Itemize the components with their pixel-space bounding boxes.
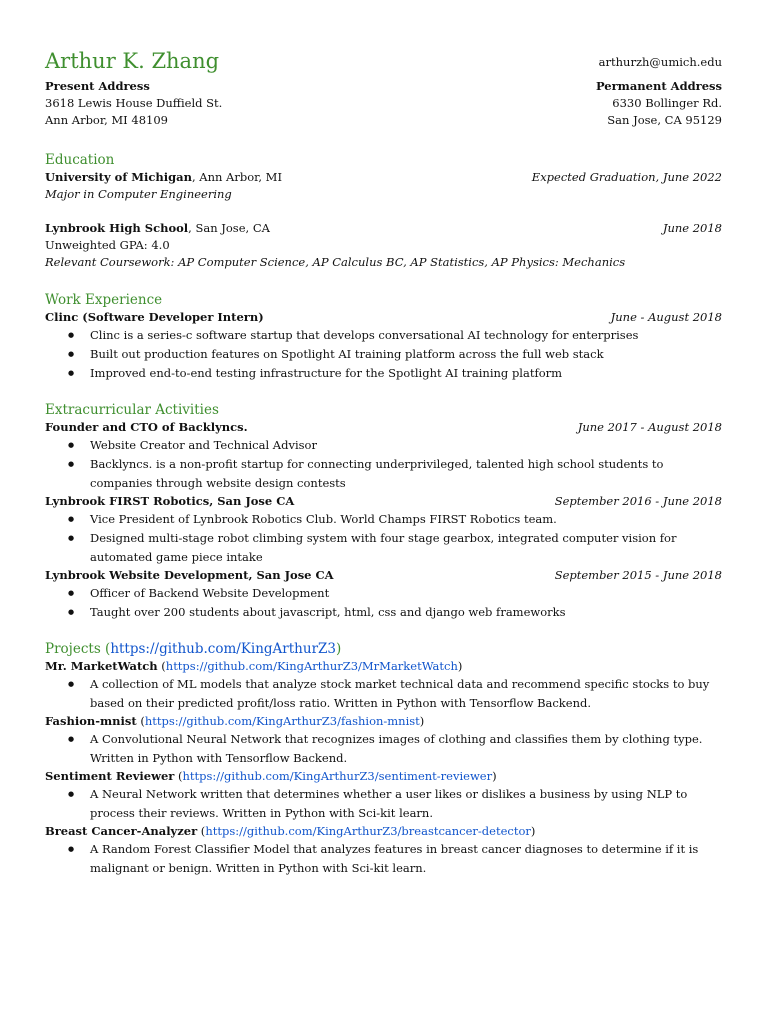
umich-school: University of Michigan bbox=[45, 170, 192, 184]
paren: ) bbox=[492, 769, 497, 783]
work-row bbox=[45, 309, 722, 326]
hs-location: , San Jose, CA bbox=[188, 221, 270, 235]
project-bullets bbox=[45, 840, 722, 878]
permanent-address-line2: San Jose, CA 95129 bbox=[607, 113, 722, 127]
project-bullets bbox=[45, 730, 722, 768]
list-item: ● Vice President of Lynbrook Robotics Club. World Champs FIRST Robotics team. bbox=[45, 510, 722, 529]
project-row bbox=[45, 713, 722, 730]
resume-page bbox=[45, 48, 722, 878]
activity-role: Founder and CTO of Backlyncs. bbox=[45, 420, 248, 434]
paren: ( bbox=[197, 824, 206, 838]
project-name: Sentiment Reviewer bbox=[45, 769, 175, 783]
education-umich-row bbox=[45, 169, 722, 186]
activity-bullets bbox=[45, 510, 722, 567]
project-link[interactable]: https://github.com/KingArthurZ3/fashion-mnist bbox=[144, 714, 420, 728]
present-address-line2: Ann Arbor, MI 48109 bbox=[45, 113, 168, 127]
project-link[interactable]: https://github.com/KingArthurZ3/MrMarketWatch bbox=[165, 659, 458, 673]
project-name: Mr. MarketWatch bbox=[45, 659, 158, 673]
permanent-address bbox=[596, 78, 722, 129]
project-link[interactable]: https://github.com/KingArthurZ3/sentiment-reviewer bbox=[182, 769, 493, 783]
paren: ) bbox=[457, 659, 463, 673]
activity-date: September 2015 - June 2018 bbox=[554, 568, 722, 582]
umich-date: Expected Graduation, June 2022 bbox=[531, 170, 722, 184]
education-heading: Education bbox=[45, 152, 115, 168]
project-link[interactable]: https://github.com/KingArthurZ3/breastcancer-detector bbox=[205, 824, 531, 838]
activity-role: Lynbrook Website Development, San Jose CA bbox=[45, 568, 334, 582]
work-date: June - August 2018 bbox=[610, 310, 722, 324]
projects-title-close: ) bbox=[336, 641, 342, 657]
list-item: ● Improved end-to-end testing infrastructure for the Spotlight AI training platform bbox=[45, 364, 722, 383]
activity-row bbox=[45, 567, 722, 584]
work-heading: Work Experience bbox=[45, 292, 163, 308]
activity-date: September 2016 - June 2018 bbox=[554, 494, 722, 508]
activity-bullets bbox=[45, 436, 722, 493]
email-address[interactable]: arthurzh@umich.edu bbox=[598, 55, 722, 69]
activity-role: Lynbrook FIRST Robotics, San Jose CA bbox=[45, 494, 295, 508]
activity-date: June 2017 - August 2018 bbox=[577, 420, 722, 434]
list-item: ● Clinc is a series-c software startup that develops conversational AI technology for enterprises bbox=[45, 326, 722, 345]
paren: ( bbox=[174, 769, 183, 783]
hs-school: Lynbrook High School bbox=[45, 221, 189, 235]
list-item: ● A Random Forest Classifier Model that analyzes features in breast cancer diagnoses to determine if it is malignant or benign. Written in Python with Sci-kit learn. bbox=[45, 840, 722, 878]
present-address-label: Present Address bbox=[45, 79, 150, 93]
paren: ( bbox=[136, 714, 145, 728]
list-item: ● Built out production features on Spotlight AI training platform across the full web stack bbox=[45, 345, 722, 364]
list-item: ● Officer of Backend Website Development bbox=[45, 584, 722, 603]
education-hs-row bbox=[45, 220, 722, 237]
project-name: Fashion-mnist bbox=[45, 714, 137, 728]
project-row bbox=[45, 658, 722, 675]
work-role: Clinc (Software Developer Intern) bbox=[45, 310, 264, 324]
activity-row bbox=[45, 419, 722, 436]
present-address bbox=[45, 78, 222, 129]
present-address-line1: 3618 Lewis House Duffield St. bbox=[45, 96, 223, 110]
permanent-address-label: Permanent Address bbox=[595, 79, 722, 93]
project-row bbox=[45, 768, 722, 785]
hs-date: June 2018 bbox=[662, 221, 722, 235]
extracurricular-heading: Extracurricular Activities bbox=[45, 402, 219, 418]
list-item: ● A Neural Network written that determines whether a user likes or dislikes a business by using NLP to process their reviews. Written in Python with Sci-kit learn. bbox=[45, 785, 722, 823]
candidate-name: Arthur K. Zhang bbox=[45, 49, 220, 73]
paren: ) bbox=[419, 714, 425, 728]
project-bullets bbox=[45, 785, 722, 823]
activity-bullets bbox=[45, 584, 722, 622]
work-bullets bbox=[45, 326, 722, 383]
list-item: ● Designed multi-stage robot climbing system with four stage gearbox, integrated computer vision for automated game piece intake bbox=[45, 529, 722, 567]
activity-row bbox=[45, 493, 722, 510]
project-bullets bbox=[45, 675, 722, 713]
address-block bbox=[45, 78, 722, 129]
hs-gpa: Unweighted GPA: 4.0 bbox=[45, 238, 170, 252]
list-item: ● Taught over 200 students about javascript, html, css and django web frameworks bbox=[45, 603, 722, 622]
paren: ( bbox=[157, 659, 166, 673]
project-row bbox=[45, 823, 722, 840]
list-item: ● A collection of ML models that analyze stock market technical data and recommend specific stocks to buy based on their predicted profit/loss ratio. Written in Python with Tensorflow Backend. bbox=[45, 675, 722, 713]
list-item: ● Website Creator and Technical Advisor bbox=[45, 436, 722, 455]
list-item: ● A Convolutional Neural Network that recognizes images of clothing and classifies them by clothing type. Written in Python with Tensorflow Backend. bbox=[45, 730, 722, 768]
hs-coursework: Relevant Coursework: AP Computer Science, AP Calculus BC, AP Statistics, AP Physics: Mechanics bbox=[45, 255, 626, 269]
umich-location: , Ann Arbor, MI bbox=[191, 170, 283, 184]
list-item: ● Backlyncs. is a non-profit startup for connecting underprivileged, talented high school students to companies through website design contests bbox=[45, 455, 722, 493]
umich-major: Major in Computer Engineering bbox=[45, 187, 232, 201]
paren: ) bbox=[530, 824, 536, 838]
permanent-address-line1: 6330 Bollinger Rd. bbox=[612, 96, 722, 110]
projects-heading bbox=[45, 640, 722, 658]
project-name: Breast Cancer-Analyzer bbox=[45, 824, 198, 838]
projects-github-link[interactable]: https://github.com/KingArthurZ3 bbox=[110, 641, 336, 657]
projects-title: Projects ( bbox=[45, 641, 111, 657]
